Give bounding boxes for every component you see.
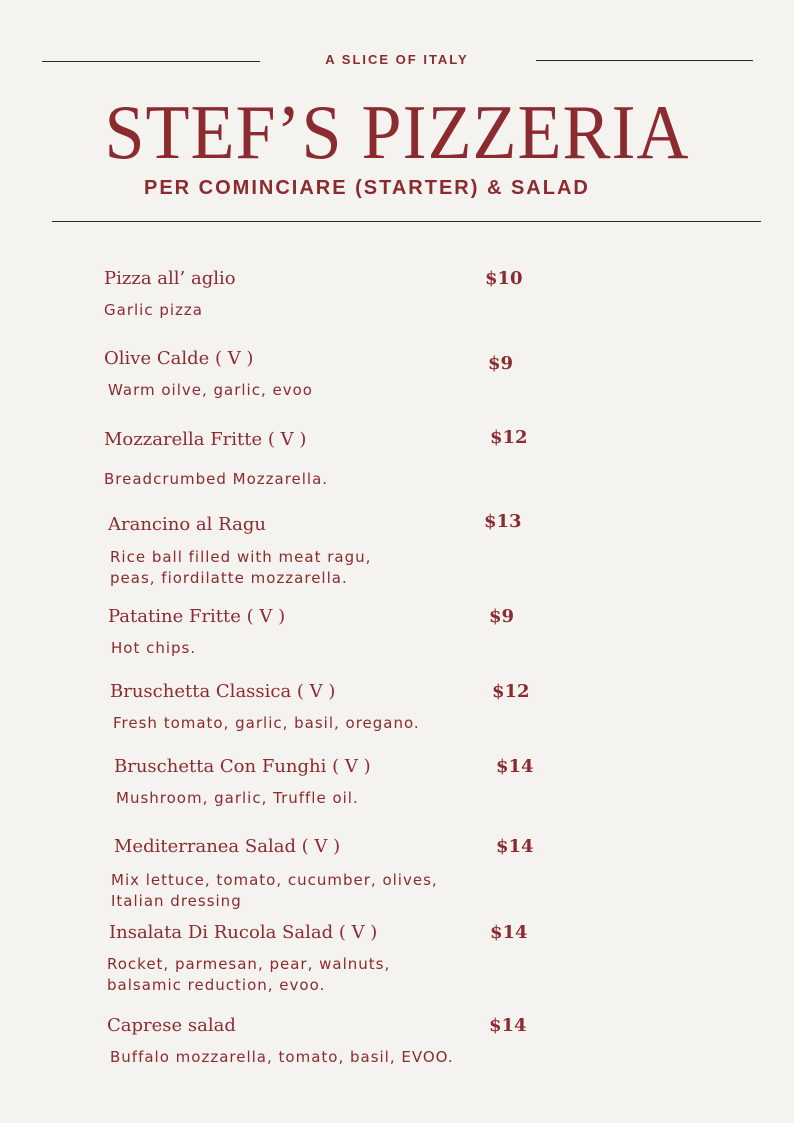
menu-item-name: Mozzarella Fritte ( V ): [104, 429, 307, 450]
menu-item-price: $9: [488, 353, 514, 374]
section-heading: PER COMINCIARE (STARTER) & SALAD: [144, 177, 590, 199]
menu-item-name: Insalata Di Rucola Salad ( V ): [109, 922, 378, 943]
menu-item-price: $12: [492, 681, 530, 702]
menu-item-name: Pizza all’ aglio: [104, 268, 236, 289]
menu-item-description: Buffalo mozzarella, tomato, basil, EVOO.: [110, 1048, 454, 1066]
menu-item-price: $9: [489, 606, 515, 627]
menu-item-description: Garlic pizza: [104, 301, 203, 319]
menu-item-price: $10: [485, 268, 523, 289]
menu-item-price: $13: [484, 511, 522, 532]
menu-item-price: $14: [489, 1015, 527, 1036]
section-divider: [52, 221, 761, 222]
menu-item-name: Arancino al Ragu: [108, 514, 266, 535]
menu-item-description: Mix lettuce, tomato, cucumber, olives, Italian dressing: [111, 871, 438, 910]
menu-item-name: Olive Calde ( V ): [104, 348, 254, 369]
tagline: A SLICE OF ITALY: [325, 52, 469, 67]
menu-item-description: Warm oilve, garlic, evoo: [108, 381, 313, 399]
menu-item-description: Fresh tomato, garlic, basil, oregano.: [113, 714, 420, 732]
menu-item-description: Mushroom, garlic, Truffle oil.: [116, 789, 359, 807]
menu-item-description: Breadcrumbed Mozzarella.: [104, 470, 329, 488]
menu-item-description: Rocket, parmesan, pear, walnuts, balsamic reduction, evoo.: [107, 955, 391, 994]
menu-item-name: Caprese salad: [107, 1015, 236, 1036]
menu-item-price: $14: [496, 836, 534, 857]
menu-item-price: $14: [490, 922, 528, 943]
menu-item-price: $14: [496, 756, 534, 777]
menu-item-price: $12: [490, 427, 528, 448]
menu-item-name: Patatine Fritte ( V ): [108, 606, 286, 627]
restaurant-title: STEF’S PIZZERIA: [104, 88, 690, 176]
menu-item-description: Hot chips.: [111, 639, 197, 657]
menu-item-name: Mediterranea Salad ( V ): [114, 836, 341, 857]
menu-item-name: Bruschetta Con Funghi ( V ): [114, 756, 371, 777]
menu-item-name: Bruschetta Classica ( V ): [110, 681, 336, 702]
menu-item-description: Rice ball filled with meat ragu, peas, fiordilatte mozzarella.: [110, 548, 372, 587]
